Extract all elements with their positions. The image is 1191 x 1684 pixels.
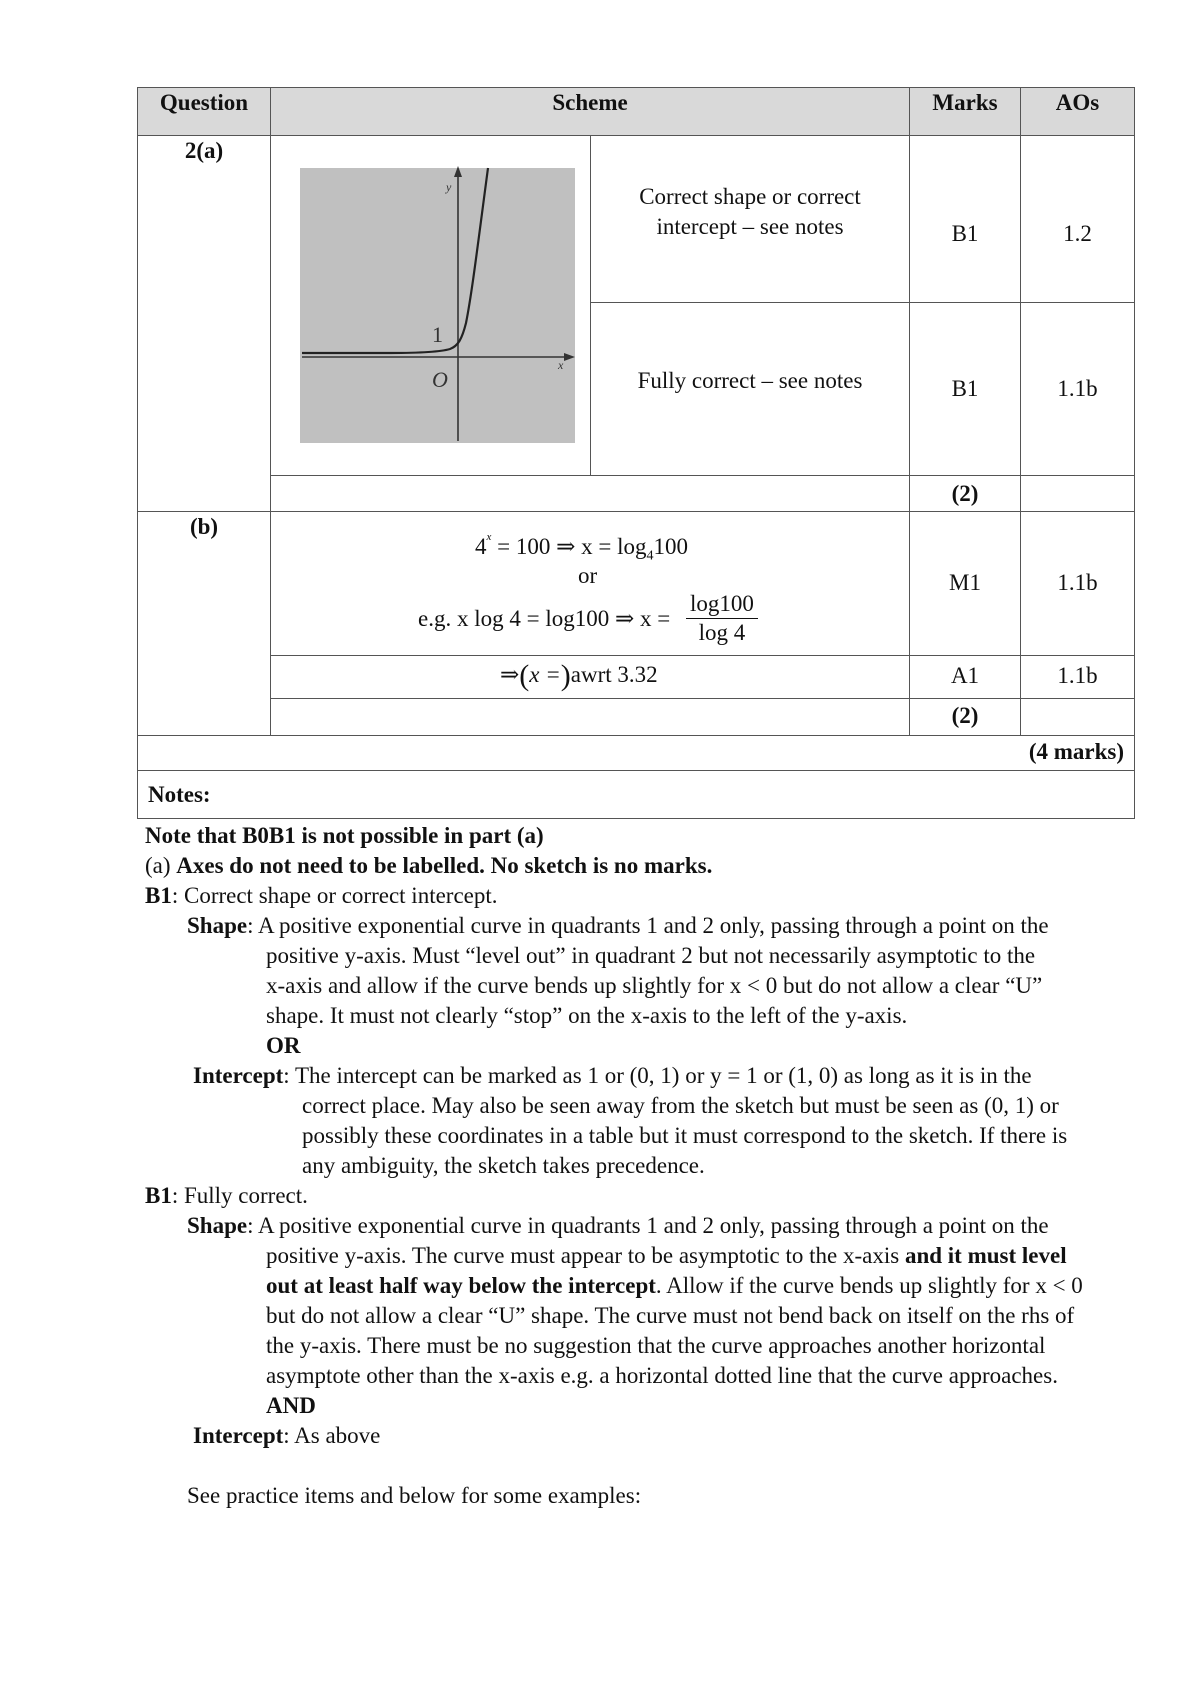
header-scheme: Scheme	[552, 90, 628, 115]
header-aos: AOs	[1055, 90, 1100, 115]
mark-b1-second: B1	[951, 376, 979, 401]
criterion-shape-or-intercept: Correct shape or correct intercept – see notes	[639, 184, 861, 239]
subtotal-part-a: (2)	[951, 481, 979, 506]
sketch-background	[300, 168, 575, 443]
y-axis-label: y	[446, 180, 452, 194]
question-label-2a: 2(a)	[184, 138, 224, 163]
or-text: or	[578, 563, 598, 588]
mark-a1: A1	[950, 663, 980, 688]
ao-first: 1.2	[1063, 221, 1092, 246]
exponential-sketch	[300, 163, 575, 443]
equation-log-base-4: 4$^x$ = 100 ⇒ $x = \log_4100$	[475, 531, 688, 564]
question-label-2b: (b)	[189, 514, 219, 539]
answer-x-value: ⇒(x =)awrt 3.32	[500, 659, 658, 692]
mark-b1-first: B1	[951, 221, 979, 246]
header-marks: Marks	[932, 90, 998, 115]
total-marks: (4 marks)	[1028, 739, 1124, 764]
origin-label: O	[432, 367, 448, 392]
marking-notes: Note that B0B1 is not possible in part (a) (a) Axes do not need to be labelled. No sketch is no marks. B1: Correct shape or correct intercept. Shape: A positive exponential curve in quadrants 1 and 2 only, passing through a point on the positive y-axis. Must “level out” in quadrant 2 but not necessarily asymptotic to the x-axis and allow if the curve bends up slightly for x < 0 but do not allow a clear “U” shape. It must not clearly “stop” on the x-axis to the left of the y-axis. OR Intercept: The intercept can be marked as 1 or (0, 1) or y = 1 or (1, 0) as long as it is in the correct place. May also be seen away from the sketch but must be seen as (0, 1) or possibly these coordinates in a table but it must correspond to the sketch. If there is any ambiguity, the sketch takes precedence. B1: Fully correct. Shape: A positive exponential curve in quadrants 1 and 2 only, passing through a point on the positive y-axis. The curve must appear to be asymptotic to the x-axis and it must level out at least half way below the intercept. Allow if the curve bends up slightly for x < 0 but do not allow a clear “U” shape. The curve must not bend back on itself on the rhs of the y-axis. There must be no suggestion that the curve approaches another horizontal asymptote other than the x-axis e.g. a horizontal dotted line that the curve approaches. AND Intercept: As above See practice items and below for some examples:	[145, 823, 1083, 1508]
ao-m1: 1.1b	[1057, 570, 1098, 595]
fraction-log100-over-log4: log100 log 4	[686, 590, 758, 647]
notes-label: Notes:	[148, 782, 211, 807]
mark-m1: M1	[949, 570, 981, 595]
header-question: Question	[159, 90, 249, 115]
x-axis-label: x	[558, 358, 564, 372]
criterion-fully-correct: Fully correct – see notes	[637, 368, 863, 393]
subtotal-part-b: (2)	[951, 703, 979, 728]
intercept-label: 1	[432, 322, 443, 347]
equation-log-ratio: e.g. x log 4 = log100 ⇒ x =	[418, 606, 671, 631]
ao-second: 1.1b	[1057, 376, 1098, 401]
ao-a1: 1.1b	[1057, 663, 1098, 688]
